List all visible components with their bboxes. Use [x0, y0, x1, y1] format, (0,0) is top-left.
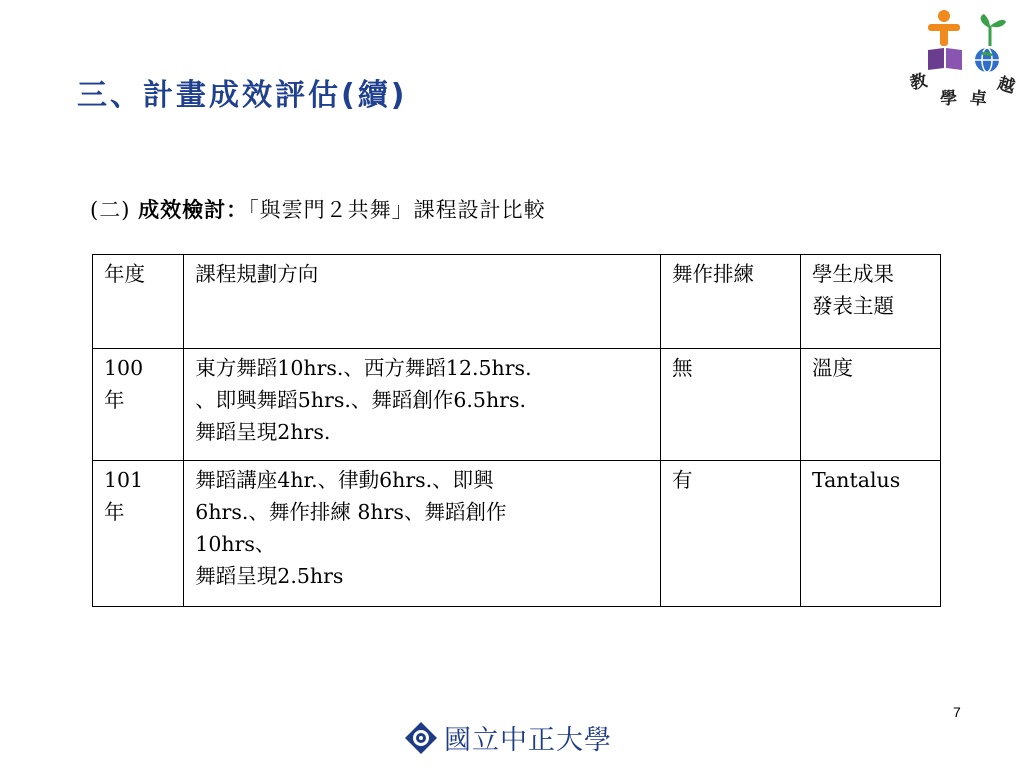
plan-line: 東方舞蹈10hrs.、西方舞蹈12.5hrs.	[195, 356, 532, 380]
header-year: 年度	[93, 255, 184, 349]
plan-line: 6hrs.、舞作排練 8hrs、舞蹈創作	[195, 500, 507, 524]
plan-line: 舞蹈呈現2hrs.	[195, 420, 331, 444]
plan-line: 舞蹈講座4hr.、律動6hrs.、即興	[195, 468, 494, 492]
cell-plan	[184, 349, 661, 461]
header-theme	[800, 255, 940, 349]
svg-text:教: 教	[908, 70, 930, 95]
subtitle-rest: 「與雲門２共舞」課程設計比較	[248, 198, 546, 222]
university-emblem-icon	[404, 721, 438, 755]
section-subtitle	[90, 194, 546, 224]
header-plan: 課程規劃方向	[184, 255, 661, 349]
table-header-row	[93, 255, 941, 349]
svg-text:學: 學	[939, 88, 958, 110]
year-number: 100	[104, 356, 144, 380]
header-theme-line2: 發表主題	[811, 294, 894, 318]
university-name: 國立中正大學	[444, 725, 612, 756]
year-suffix: 年	[104, 388, 125, 412]
teaching-excellence-logo	[900, 4, 1024, 114]
cell-plan	[184, 461, 661, 607]
cell-year	[93, 349, 184, 461]
header-theme-line1: 學生成果	[811, 262, 894, 286]
cell-choreography: 無	[661, 349, 801, 461]
cell-theme: Tantalus	[800, 461, 940, 607]
university-footer-logo	[404, 718, 612, 757]
svg-text:越: 越	[995, 73, 1018, 98]
cell-theme: 溫度	[800, 349, 940, 461]
slide-title: 三、計畫成效評估(續)	[77, 78, 408, 113]
svg-text:卓: 卓	[968, 88, 988, 110]
cell-year	[93, 461, 184, 607]
subtitle-bold: 成效檢討：	[138, 198, 249, 222]
page-number: 7	[953, 704, 961, 720]
plan-line: 、即興舞蹈5hrs.、舞蹈創作6.5hrs.	[195, 388, 527, 412]
course-comparison-table	[92, 254, 941, 607]
table-row	[93, 349, 941, 461]
header-choreography: 舞作排練	[661, 255, 801, 349]
year-number: 101	[104, 468, 144, 492]
plan-line: 10hrs、	[195, 532, 276, 556]
table-row	[93, 461, 941, 607]
plan-line: 舞蹈呈現2.5hrs	[195, 564, 344, 588]
cell-choreography: 有	[661, 461, 801, 607]
subtitle-prefix: (二)	[90, 198, 131, 222]
year-suffix: 年	[104, 500, 125, 524]
